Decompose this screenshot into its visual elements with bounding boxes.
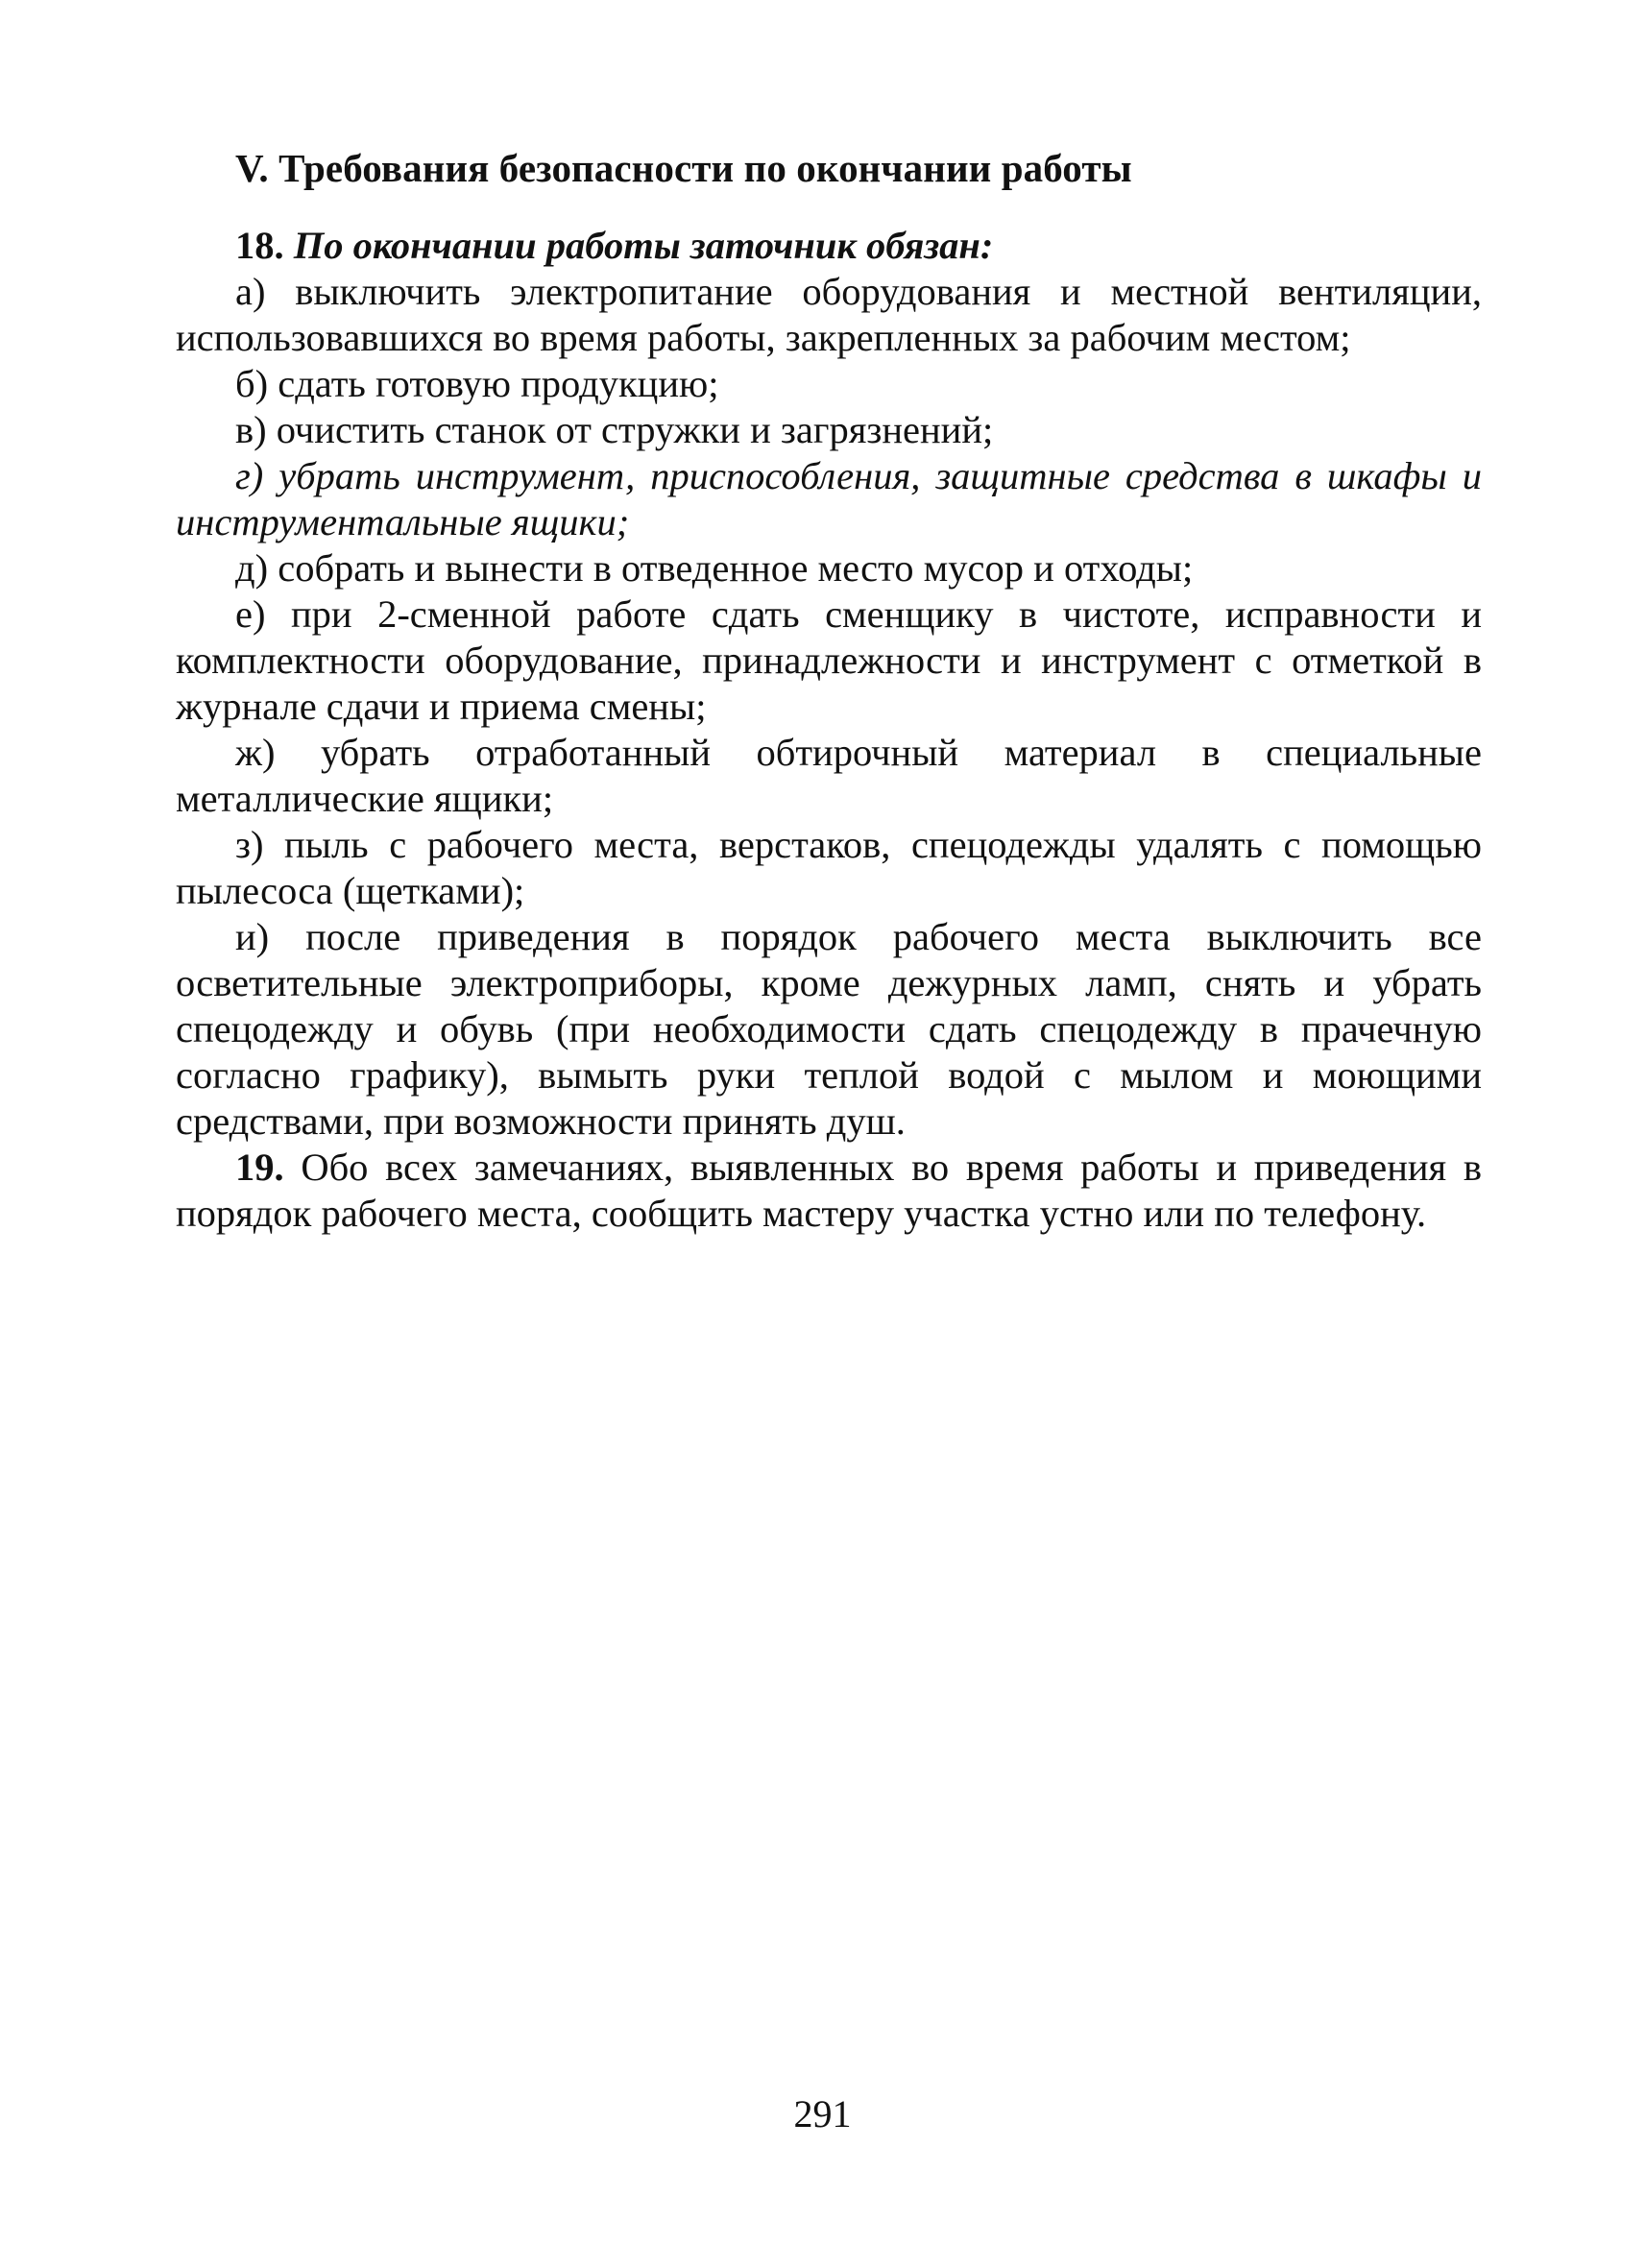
list-item-g: г) убрать инструмент, приспособления, защитные средства в шкафы и инструментальные ящики; (176, 454, 1482, 543)
item-19 (176, 1145, 1482, 1237)
page-number: 291 (793, 2092, 852, 2135)
list-item-e: е) при 2-сменной работе сдать сменщику в чистоте, исправности и комплектности оборудование, принадлежности и инструмент с отметкой в журнале сдачи и приема смены; (176, 592, 1482, 728)
item-18-number: 18. (235, 224, 284, 267)
item-18-header (176, 223, 1482, 269)
list-item-z: з) пыль с рабочего места, верстаков, спецодежды удалять с помощью пылесоса (щетками); (176, 823, 1482, 912)
item-19-text: Обо всех замечаниях, выявленных во время работы и приведения в порядок рабочего места, сообщить мастеру участка устно или по телефону. (176, 1146, 1483, 1235)
list-item-i: и) после приведения в порядок рабочего места выключить все осветительные электроприборы, кроме дежурных ламп, снять и убрать спецодежду и обувь (при необходимости сдать спецодежду в прачечную согласно графику), вымыть руки теплой водой с мылом и моющими средствами, при возможности принять душ. (176, 915, 1482, 1143)
page-content (176, 144, 1482, 1237)
list-item-b: б) сдать готовую продукцию; (235, 362, 719, 405)
item-18-title: По окончании работы заточник обязан: (293, 224, 994, 267)
list-item-a: а) выключить электропитание оборудования и местной вентиляции, использовавшихся во время работы, закрепленных за рабочим местом; (176, 270, 1482, 359)
list-item-zh: ж) убрать отработанный обтирочный материал в специальные металлические ящики; (176, 731, 1482, 820)
item-19-number: 19. (235, 1146, 284, 1189)
section-heading: V. Требования безопасности по окончании работы (235, 146, 1132, 190)
list-item-d: д) собрать и вынести в отведенное место мусор и отходы; (235, 546, 1194, 590)
list-item-v: в) очистить станок от стружки и загрязнений; (235, 408, 994, 451)
